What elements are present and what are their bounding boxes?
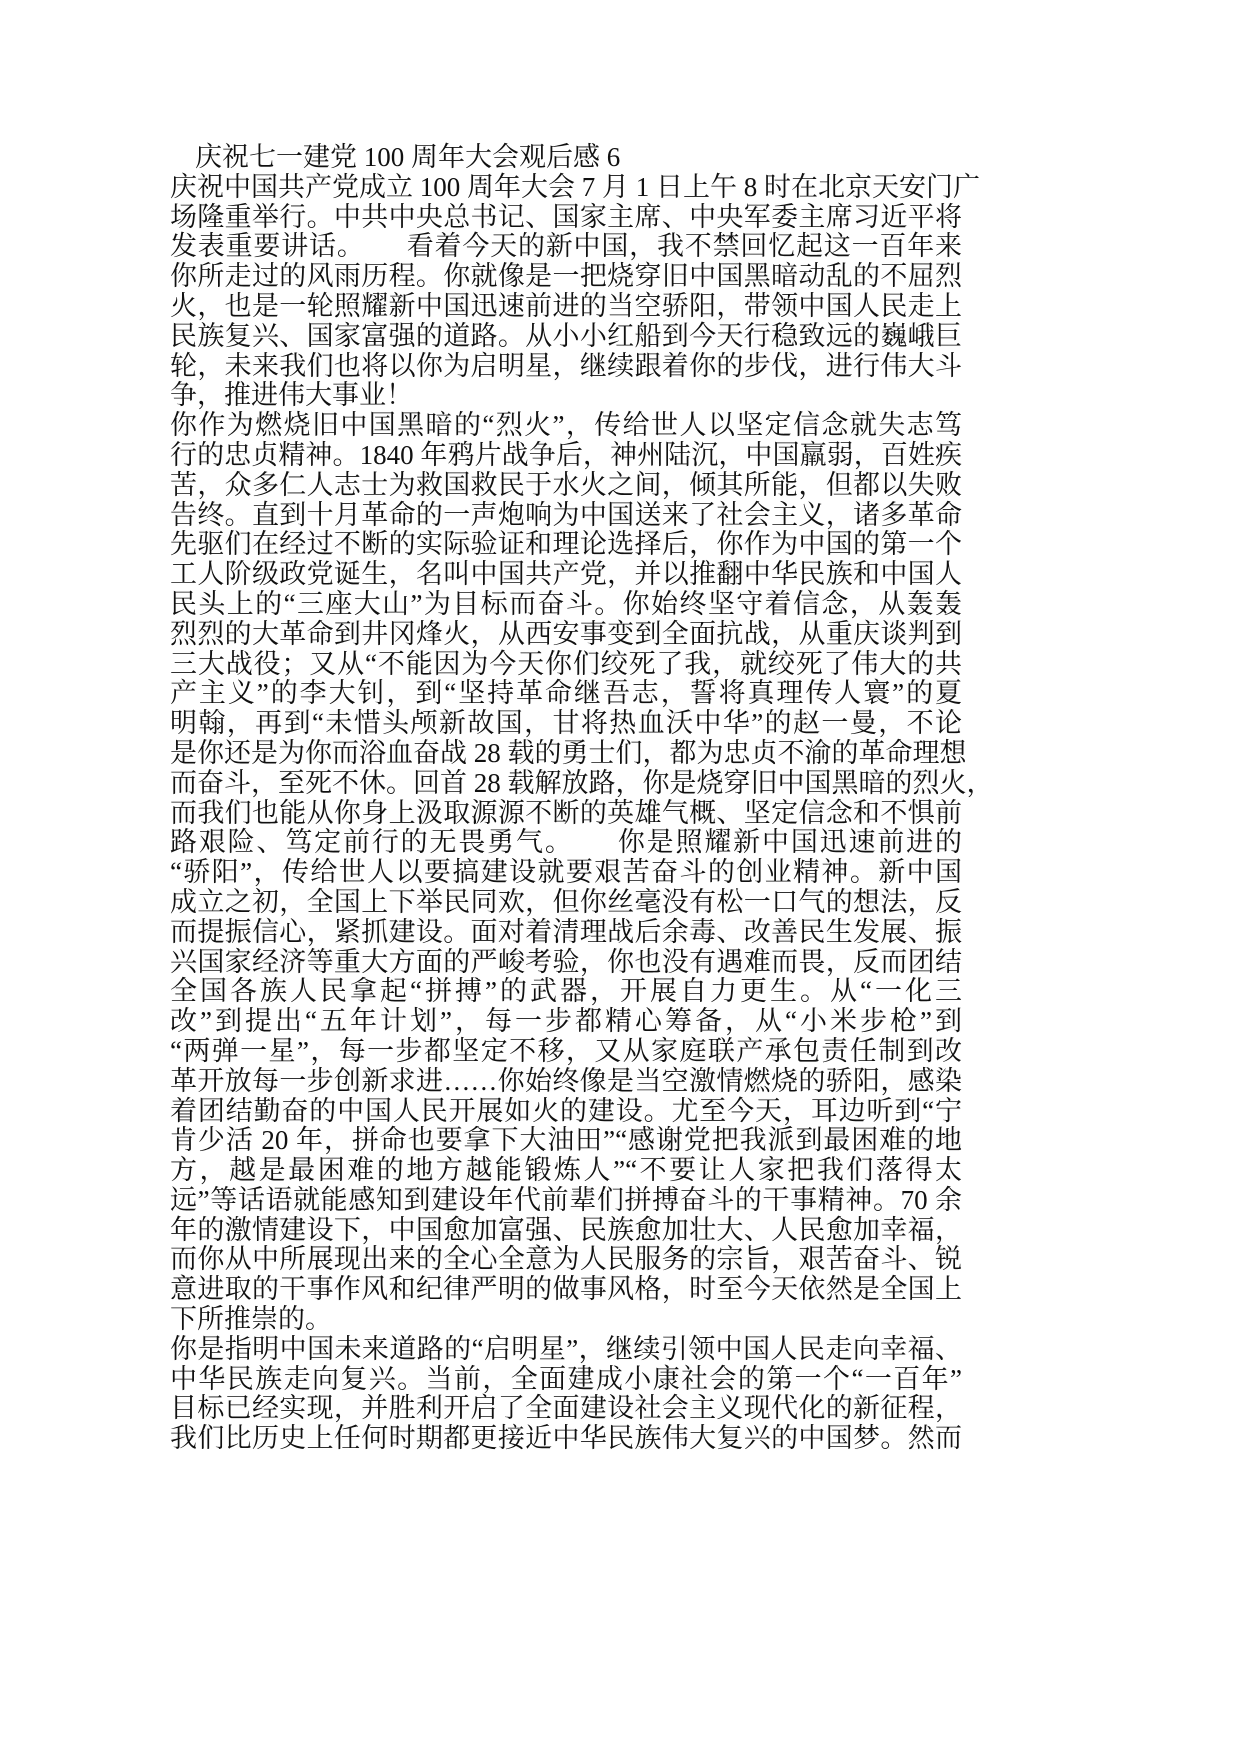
text-line: 而我们也能从你身上汲取源源不断的英雄气概、坚定信念和不惧前 [170,797,962,828]
text-line: 明翰，再到“未惜头颅新故国，甘将热血沃中华”的赵一曼，不论 [170,708,962,739]
text-line: 年的激情建设下，中国愈加富强、民族愈加壮大、人民愈加幸福， [170,1214,962,1245]
text-line: 告终。直到十月革命的一声炮响为中国送来了社会主义，诸多革命 [170,499,962,530]
text-line: 我们比历史上任何时期都更接近中华民族伟大复兴的中国梦。然而 [170,1423,962,1454]
text-line: 方，越是最困难的地方越能锻炼人”“不要让人家把我们落得太 [170,1155,962,1186]
text-line: 工人阶级政党诞生，名叫中国共产党，并以推翻中华民族和中国人 [170,559,962,590]
text-line: 中华民族走向复兴。当前，全面建成小康社会的第一个“一百年” [170,1363,962,1394]
text-line: 三大战役；又从“不能因为今天你们绞死了我，就绞死了伟大的共 [170,648,962,679]
text-line: 你所走过的风雨历程。你就像是一把烧穿旧中国黑暗动乱的不屈烈 [170,261,962,292]
text-line: 着团结勤奋的中国人民开展如火的建设。尤至今天，耳边听到“宁 [170,1095,962,1126]
text-line: 先驱们在经过不断的实际验证和理论选择后，你作为中国的第一个 [170,529,962,560]
text-line: 革开放每一步创新求进……你始终像是当空激情燃烧的骄阳，感染 [170,1065,962,1096]
text-line: 意进取的干事作风和纪律严明的做事风格，时至今天依然是全国上 [170,1274,962,1305]
document-body [170,142,994,1454]
text-line: “骄阳”，传给世人以要搞建设就要艰苦奋斗的创业精神。新中国 [170,857,962,888]
text-line: 民头上的“三座大山”为目标而奋斗。你始终坚守着信念，从轰轰 [170,588,962,619]
text-line: 是你还是为你而浴血奋战 28 载的勇士们，都为忠贞不渝的革命理想 [170,737,967,768]
text-line: 而你从中所展现出来的全心全意为人民服务的宗旨，艰苦奋斗、锐 [170,1244,962,1275]
text-line: 行的忠贞精神。1840 年鸦片战争后，神州陆沉，中国羸弱，百姓疾 [170,439,962,470]
text-line: 苦，众多仁人志士为救国救民于水火之间，倾其所能，但都以失败 [170,469,962,500]
text-line: 庆祝中国共产党成立 100 周年大会 7 月 1 日上午 8 时在北京天安门广 [170,171,980,202]
text-line: 而奋斗，至死不休。回首 28 载解放路，你是烧穿旧中国黑暗的烈火， [170,767,994,798]
text-line: 轮，未来我们也将以你为启明星，继续跟着你的步伐，进行伟大斗 [170,350,962,381]
text-line: 成立之初，全国上下举民同欢，但你丝毫没有松一口气的想法，反 [170,886,962,917]
text-line: 产主义”的李大钊，到“坚持革命继吾志，誓将真理传人寰”的夏 [170,678,962,709]
text-line: 下所推崇的。 [170,1304,332,1335]
text-line: 火，也是一轮照耀新中国迅速前进的当空骄阳，带领中国人民走上 [170,290,962,321]
text-line: 争，推进伟大事业！ [170,380,413,411]
text-line: 你是指明中国未来道路的“启明星”，继续引领中国人民走向幸福、 [170,1333,962,1364]
text-line: 发表重要讲话。 看着今天的新中国，我不禁回忆起这一百年来 [170,231,962,262]
text-line: 场隆重举行。中共中央总书记、国家主席、中央军委主席习近平将 [170,201,962,232]
document-title: 庆祝七一建党 100 周年大会观后感 6 [195,142,621,172]
text-line: 路艰险、笃定前行的无畏勇气。 你是照耀新中国迅速前进的 [170,827,962,858]
text-line: “两弹一星”，每一步都坚定不移，又从家庭联产承包责任制到改 [170,1035,962,1066]
text-line: 全国各族人民拿起“拼搏”的武器，开展自力更生。从“一化三 [170,976,962,1007]
text-line: 而提振信心，紧抓建设。面对着清理战后余毒、改善民生发展、振 [170,916,962,947]
text-line: 你作为燃烧旧中国黑暗的“烈火”，传给世人以坚定信念就失志笃 [170,410,962,441]
text-line: 烈烈的大革命到井冈烽火，从西安事变到全面抗战，从重庆谈判到 [170,618,962,649]
text-line: 民族复兴、国家富强的道路。从小小红船到今天行稳致远的巍峨巨 [170,320,962,351]
text-line: 肯少活 20 年，拼命也要拿下大油田”“感谢党把我派到最困难的地 [170,1125,962,1156]
paragraph-1 [170,171,980,411]
text-line: 兴国家经济等重大方面的严峻考验，你也没有遇难而畏，反而团结 [170,946,962,977]
text-line: 目标已经实现，并胜利开启了全面建设社会主义现代化的新征程， [170,1393,962,1424]
paragraph-2 [170,410,994,1335]
text-line: 改”到提出“五年计划”，每一步都精心筹备，从“小米步枪”到 [170,1006,962,1037]
text-line: 远”等话语就能感知到建设年代前辈们拼搏奋斗的干事精神。70 余 [170,1184,962,1215]
paragraph-3 [170,1335,962,1454]
